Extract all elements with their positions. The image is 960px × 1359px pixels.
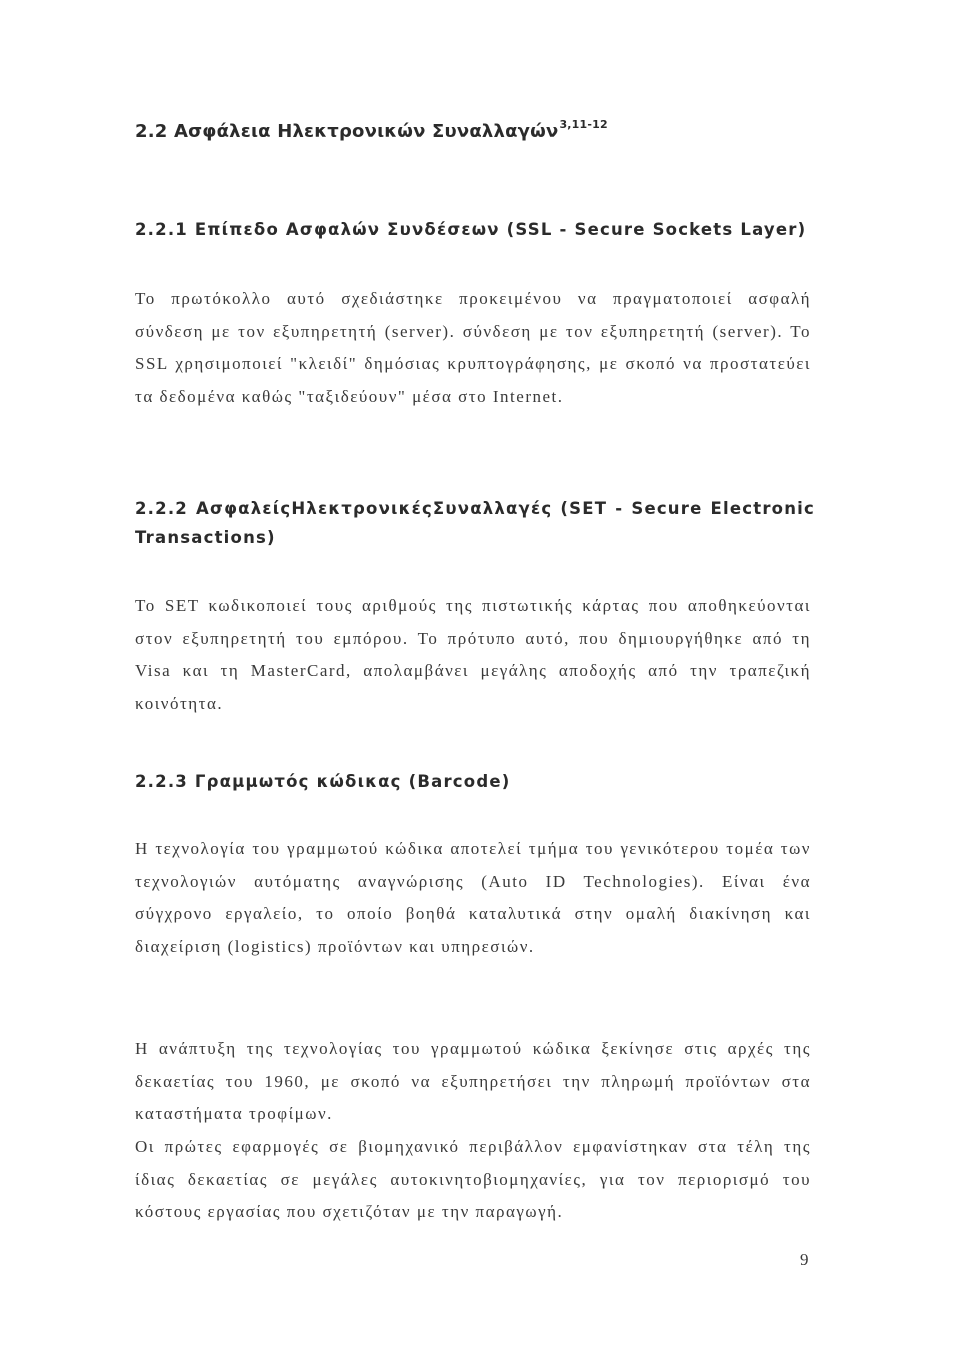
subsection-heading-set: 2.2.2 ΑσφαλείςΗλεκτρονικέςΣυναλλαγές (SET - Secure Electronic Transactions) — [135, 499, 815, 547]
section-title-text: 2.2 Ασφάλεια Ηλεκτρονικών Συναλλαγών — [135, 121, 559, 142]
section-title — [135, 118, 608, 142]
subsection-heading-barcode: 2.2.3 Γραμμωτός κώδικας (Barcode) — [135, 772, 511, 791]
paragraph-barcode-history: Η ανάπτυξη της τεχνολογίας του γραμμωτού κώδικα ξεκίνησε στις αρχές της δεκαετίας του 1960, με σκοπό να εξυπηρετήσει την πληρωμή προϊόντων στα καταστήματα τροφίμων. — [135, 1039, 811, 1124]
section-title-citation: 3,11-12 — [559, 118, 608, 131]
paragraph-set: Το SET κωδικοποιεί τους αριθμούς της πιστωτικής κάρτας που αποθηκεύονται στον εξυπηρετητή του εμπόρου. Το πρότυπο αυτό, που δημιουργήθηκε από τη Visa και τη MasterCard, απολαμβάνει μεγάλης αποδοχής από την τραπεζική κοινότητα. — [135, 596, 811, 713]
page-number: 9 — [800, 1250, 809, 1269]
paragraph-barcode-applications: Οι πρώτες εφαρμογές σε βιομηχανικό περιβάλλον εμφανίστηκαν στα τέλη της ίδιας δεκαετίας σε μεγάλες αυτοκινητοβιομηχανίες, για τον περιορισμό του κόστους εργασίας που σχετιζόταν με την παραγωγή. — [135, 1137, 811, 1222]
paragraph-ssl: Το πρωτόκολλο αυτό σχεδιάστηκε προκειμένου να πραγματοποιεί ασφαλή σύνδεση με τον εξυπηρετητή (server). σύνδεση με τον εξυπηρετητή (server). Το SSL χρησιμοποιεί "κλειδί" δημόσιας κρυπτογράφησης, με σκοπό να προστατεύει τα δεδομένα καθώς "ταξιδεύουν" μέσα στο Internet. — [135, 289, 811, 406]
paragraph-barcode-intro: Η τεχνολογία του γραμμωτού κώδικα αποτελεί τμήμα του γενικότερου τομέα των τεχνολογιών αυτόματης αναγνώρισης (Auto ID Technologies). Είναι ένα σύγχρονο εργαλείο, το οποίο βοηθά καταλυτικά στην ομαλή διακίνηση και διαχείριση (logistics) προϊόντων και υπηρεσιών. — [135, 839, 811, 956]
subsection-heading-ssl: 2.2.1 Επίπεδο Ασφαλών Συνδέσεων (SSL - Secure Sockets Layer) — [135, 220, 807, 239]
